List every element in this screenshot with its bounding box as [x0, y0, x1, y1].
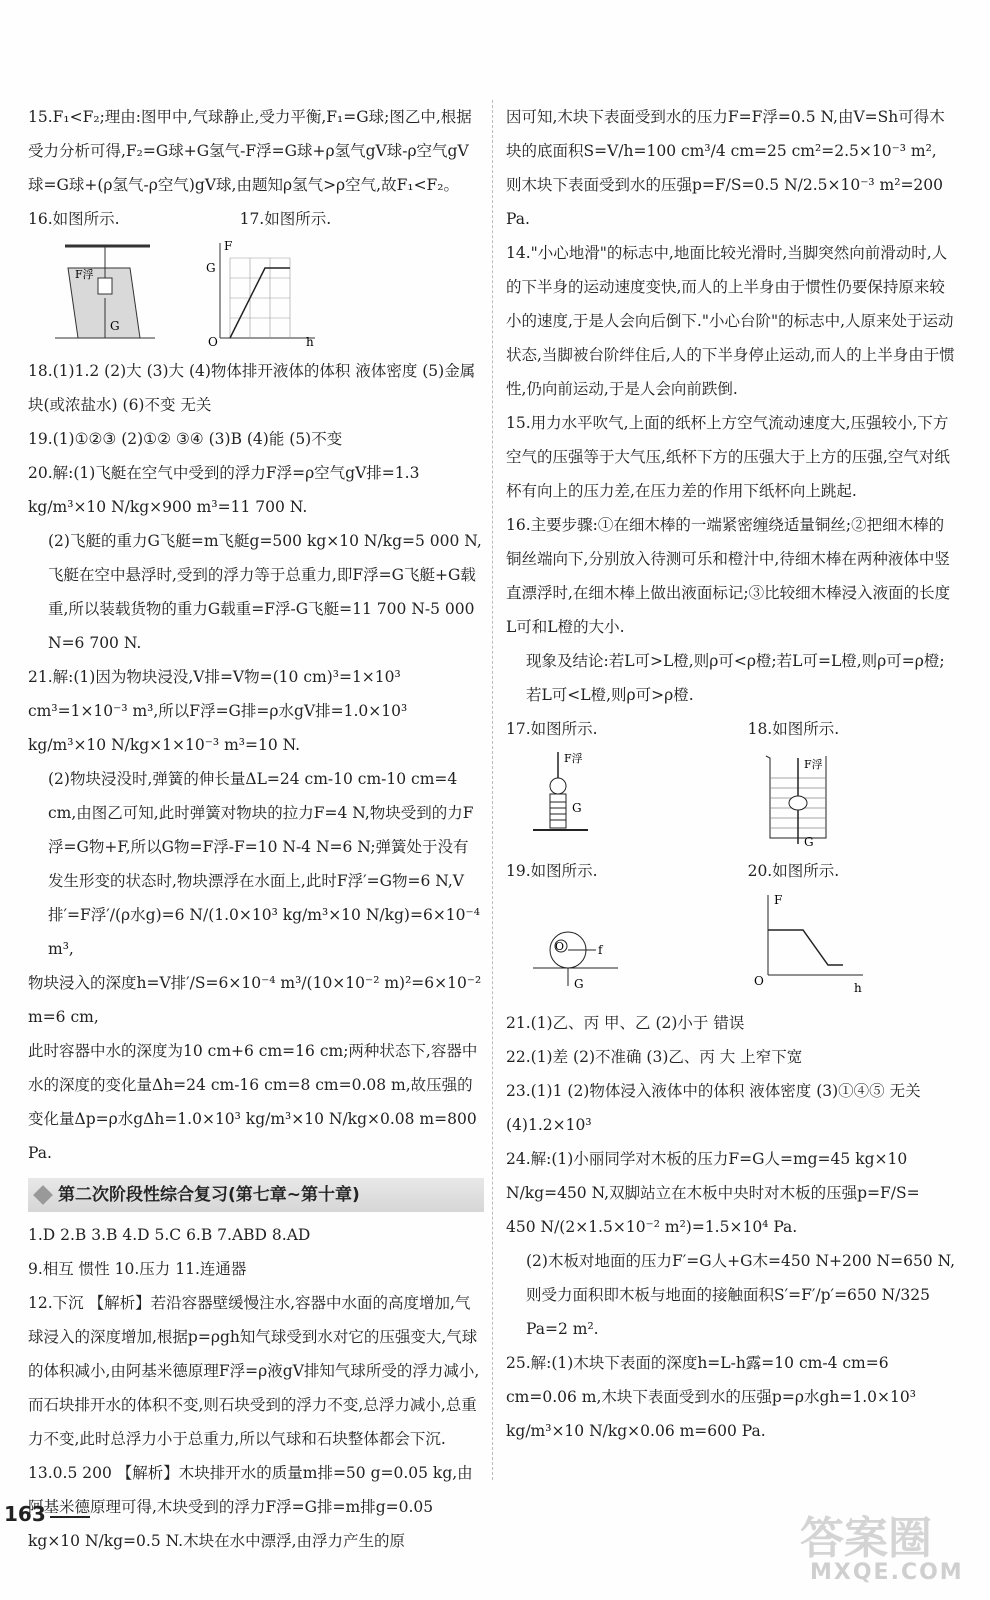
figures-16-17: [28, 236, 484, 354]
r17-F浮-label: F浮: [564, 752, 583, 765]
f17-F-label: F: [224, 239, 233, 253]
left-column: [28, 100, 484, 1558]
answer-22: 22.(1)差 (2)不准确 (3)乙、丙 大 上窄下宽: [506, 1048, 803, 1066]
figures-17-18: [506, 746, 956, 854]
figure-r17-float: [528, 748, 608, 838]
answer-13-pressure: 则木块下表面受到水的压强p=F/S=0.5 N/2.5×10⁻³ m²=200 Pa.: [506, 176, 944, 228]
watermark-logo: [790, 1502, 975, 1592]
watermark-line2: MXQE.COM: [810, 1560, 964, 1585]
answer-24b: 450 N/(2×1.5×10⁻² m²)=1.5×10⁴ Pa.: [506, 1218, 798, 1236]
figure-labels-19-20: [506, 854, 956, 888]
answer-18: 18.(1)1.2 (2)大 (3)大 (4)物体排开液体的体积 液体密度 (5)金属块(或浓盐水) (6)不变 无关: [28, 362, 476, 414]
answer-12: 12.下沉 【解析】若沿容器壁缓慢注水,容器中水面的高度增加,气球浸入的深度增加,根据p=ρgh知气球受到水对它的压强变大,气球的体积减小,由阿基米德原理F浮=ρ液gV排知气球所受的浮力减小,而石块排开水的体积不变,则石块受到的浮力不变,总浮力减小,总重力不变,此时总浮力小于总重力,所以气球和石块整体都会下沉.: [28, 1294, 480, 1448]
answer-16-label: 16.如图所示.: [28, 210, 120, 228]
answer-19-label: 19.如图所示.: [506, 862, 598, 880]
mc-answers-2: 9.相互 惯性 10.压力 11.连通器: [28, 1260, 247, 1278]
answer-13: 13.0.5 200 【解析】木块排开水的质量m排=50 g=0.05 kg,由阿基米德原理可得,木块受到的浮力F浮=G排=m排g=0.05 kg×10 N/kg=0.5 N.木块在水中漂浮,由浮力产生的原: [28, 1464, 473, 1550]
figure-16-inclined-container: [50, 238, 160, 348]
answer-21a: 21.解:(1)因为物块浸没,V排=V物=(10 cm)³=1×10³ cm³=1×10⁻³ m³,所以F浮=G排=ρ水gV排=1.0×10³ kg/m³×10 N/kg×1×10⁻³ m³=10 N.: [28, 668, 408, 754]
r17-G-label: G: [572, 801, 582, 815]
column-divider: [492, 100, 493, 1480]
f17-G-label: G: [206, 261, 216, 275]
r18-G-label: G: [804, 835, 814, 848]
answer-20a: 20.解:(1)飞艇在空气中受到的浮力F浮=ρ空气gV排=1.3 kg/m³×10 N/kg×900 m³=11 700 N.: [28, 464, 420, 516]
answer-15: 15.F₁<F₂;理由:图甲中,气球静止,受力平衡,F₁=G球;图乙中,根据受力分析可得,F₂=G球+G氢气-F浮=G球+ρ氢气gV球-ρ空气gV球=G球+(ρ氢气-ρ空气)gV球,由题知ρ氢气>ρ空气,故F₁<F₂。: [28, 108, 472, 194]
r19-O-label: O: [555, 940, 565, 953]
answer-16-conclusion: 现象及结论:若L可>L橙,则ρ可<ρ橙;若L可=L橙,则ρ可=ρ橙;若L可<L橙,则ρ可>ρ橙.: [526, 652, 945, 704]
answer-19: 19.(1)①②③ (2)①② ③④ (3)B (4)能 (5)不变: [28, 430, 343, 448]
mc-answers-1: 1.D 2.B 3.B 4.D 5.C 6.B 7.ABD 8.AD: [28, 1226, 311, 1244]
answer-21b: (2)物块浸没时,弹簧的伸长量ΔL=24 cm-10 cm-10 cm=4 cm,由图乙可知,此时弹簧对物块的拉力F=4 N,物块受到的力F浮=G物+F,所以G物=F浮-F=10 N-4 N=6 N;弹簧处于没有发生形变的状态时,物块漂浮在水面上,此时F浮′=G物=6 N,V排′=F浮′/(ρ水g)=6 N/(1.0×10³ kg/m³×10 N/kg)=6×10⁻⁴ m³,: [48, 770, 480, 958]
figure-17-graph: [200, 238, 320, 348]
figure-labels-16-17: [28, 202, 484, 236]
answer-24c: (2)木板对地面的压力F′=G人+G木=450 N+200 N=650 N,则受力面积即木板与地面的接触面积S′=F′/p′=650 N/325 Pa=2 m².: [526, 1252, 956, 1338]
answer-16: 16.主要步骤:①在细木棒的一端紧密缠绕适量铜丝;②把细木棒的铜丝端向下,分别放入待测可乐和橙汁中,待细木棒在两种液体中竖直漂浮时,在细木棒上做出液面标记;③比较细木棒浸入液面的长度L可和L橙的大小.: [506, 516, 951, 636]
answer-25: 25.解:(1)木块下表面的深度h=L-h露=10 cm-4 cm=6 cm=0.06 m,木块下表面受到水的压强p=ρ水gh=1.0×10³ kg/m³×10 N/kg×0.06 m=600 Pa.: [506, 1354, 916, 1440]
answer-13-cont: 因可知,木块下表面受到水的压力F=F浮=0.5 N,由V=Sh可得木块的底面积S=V/h=100 cm³/4 cm=25 cm²=2.5×10⁻³ m²,: [506, 108, 945, 160]
f16-G-label: G: [110, 319, 120, 333]
figure-labels-17-18: [506, 712, 956, 746]
answer-17-label: 17.如图所示.: [239, 210, 332, 228]
watermark-line1: 答案圈: [800, 1513, 932, 1564]
r20-F-label: F: [774, 893, 783, 907]
r20-h-label: h: [854, 981, 862, 995]
answer-17-label: 17.如图所示.: [506, 720, 598, 738]
answer-20b: (2)飞艇的重力G飞艇=m飞艇g=500 kg×10 N/kg=5 000 N,飞艇在空中悬浮时,受到的浮力等于总重力,即F浮=G飞艇+G载重,所以装载货物的重力G载重=F浮-G飞艇=11 700 N-5 000 N=6 700 N.: [48, 532, 482, 652]
f17-O-label: O: [208, 335, 218, 348]
f17-h-label: h: [306, 335, 314, 348]
figures-19-20: [506, 888, 956, 1006]
r18-F浮-label: F浮: [804, 758, 823, 771]
r19-f-label: f: [598, 943, 603, 957]
answer-21c: 物块浸入的深度h=V排′/S=6×10⁻⁴ m³/(10×10⁻² m)²=6×10⁻² m=6 cm,: [28, 974, 482, 1026]
answer-18-label: 18.如图所示.: [747, 720, 840, 738]
page-number-rule: [50, 1516, 90, 1518]
figure-r20-graph: [748, 890, 868, 1000]
answer-21d: 此时容器中水的深度为10 cm+6 cm=16 cm;两种状态下,容器中水的深度的变化量Δh=24 cm-16 cm=8 cm=0.08 m,故压强的变化量Δp=ρ水gΔh=1.0×10³ kg/m³×10 N/kg×0.08 m=800 Pa.: [28, 1042, 478, 1162]
answer-14: 14."小心地滑"的标志中,地面比较光滑时,当脚突然向前滑动时,人的下半身的运动速度变快,而人的上半身由于惯性仍要保持原来较小的速度,于是人会向后倒下."小心台阶"的标志中,人原来处于运动状态,当脚被台阶绊住后,人的下半身停止运动,而人的上半身由于惯性,仍向前运动,于是人会向前跌倒.: [506, 244, 955, 398]
answer-24a: 24.解:(1)小丽同学对木板的压力F=G人=mg=45 kg×10 N/kg=450 N,双脚站立在木板中央时对木板的压强p=F/S=: [506, 1150, 920, 1202]
section-title: 第二次阶段性综合复习(第七章~第十章): [28, 1178, 484, 1212]
page-number: 163: [4, 1502, 46, 1526]
figure-r18-beaker: [758, 748, 838, 848]
answer-20-label: 20.如图所示.: [747, 862, 840, 880]
answer-23: 23.(1)1 (2)物体浸入液体中的体积 液体密度 (3)①④⑤ 无关 (4)1.2×10³: [506, 1082, 921, 1134]
answer-15: 15.用力水平吹气,上面的纸杯上方空气流动速度大,压强较小,下方空气的压强等于大气压,纸杯下方的压强大于上方的压强,空气对纸杯有向上的压力差,在压力差的作用下纸杯向上跳起.: [506, 414, 950, 500]
answer-21: 21.(1)乙、丙 甲、乙 (2)小于 错误: [506, 1014, 745, 1032]
right-column: [506, 100, 956, 1448]
r20-O-label: O: [754, 974, 764, 988]
figure-r19-roller: [528, 890, 628, 990]
r19-G-label: G: [574, 977, 584, 990]
f16-F浮-label: F浮: [75, 268, 94, 281]
